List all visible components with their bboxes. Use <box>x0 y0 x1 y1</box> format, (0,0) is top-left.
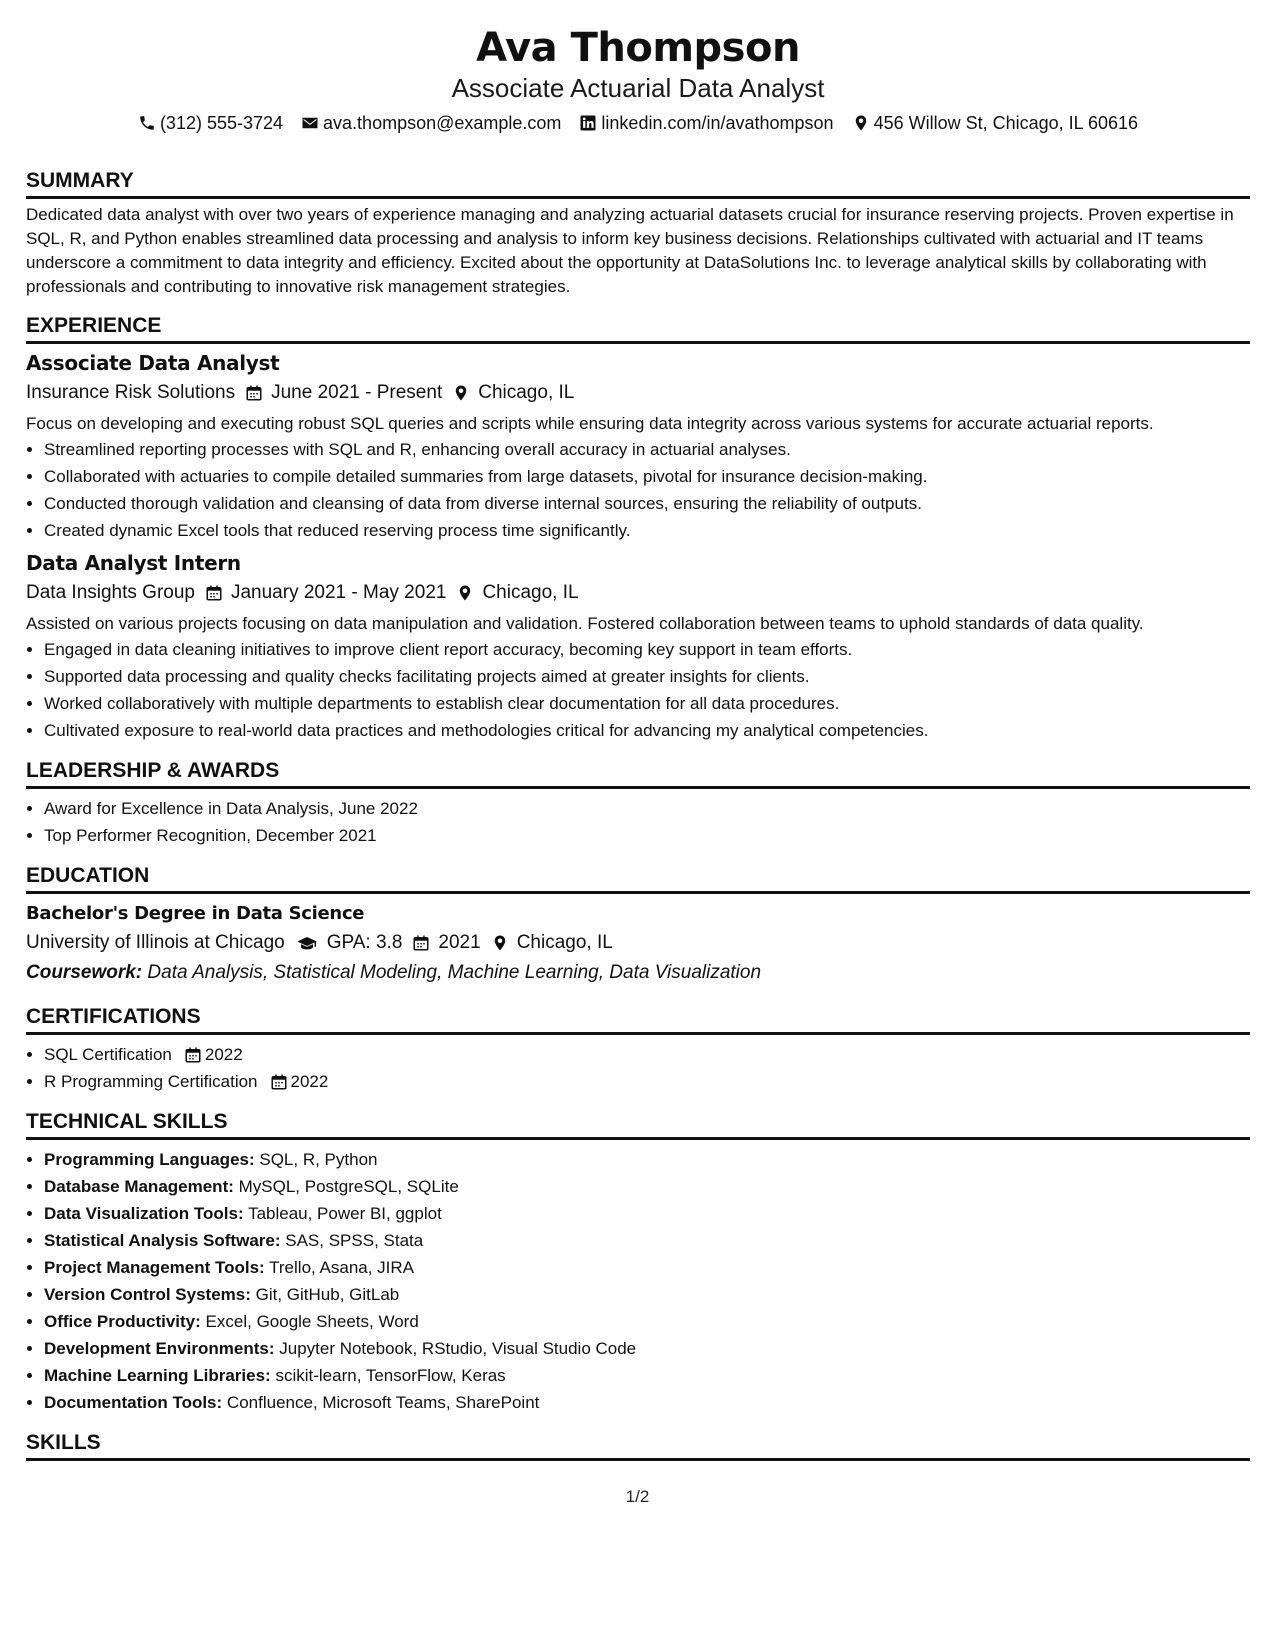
calendar-icon <box>245 384 263 402</box>
skill-label: Database Management: <box>44 1177 234 1196</box>
skill-label: Data Visualization Tools: <box>44 1204 244 1223</box>
coursework <box>26 960 1250 986</box>
skill-value: Trello, Asana, JIRA <box>269 1258 415 1277</box>
list-item: • Created dynamic Excel tools that reduced reserving process time significantly. <box>44 517 1250 544</box>
list-item <box>44 1389 1250 1416</box>
certification-date <box>270 1068 329 1095</box>
phone-icon <box>138 114 156 132</box>
job-entry <box>26 550 1250 744</box>
skills-heading: SKILLS <box>26 1430 1250 1461</box>
certification-year: 2022 <box>290 1072 329 1091</box>
list-item <box>44 1041 1250 1068</box>
education-year <box>412 930 480 956</box>
skill-label: Project Management Tools: <box>44 1258 265 1277</box>
list-item: • Engaged in data cleaning initiatives to improve client report accuracy, becoming key support in team efforts. <box>44 636 1250 663</box>
summary-text: Dedicated data analyst with over two years of experience managing and analyzing actuarial datasets crucial for insurance reserving projects. Proven expertise in SQL, R, and Python enables streamlined data processing and analysis to inform key business decisions. Relationships cultivated with actuarial and IT teams underscore a commitment to data integrity and efficiency. Excited about the opportunity at DataSolutions Inc. to leverage analytical skills by collaborating with professionals and contributing to innovative risk management strategies. <box>26 205 1234 296</box>
skill-value: Tableau, Power BI, ggplot <box>248 1204 442 1223</box>
certification-entry <box>44 1068 328 1095</box>
list-item <box>44 1068 1250 1095</box>
email-text: ava.thompson@example.com <box>323 113 562 133</box>
map-pin-icon <box>852 114 870 132</box>
calendar-icon <box>184 1046 202 1064</box>
job-location <box>452 380 574 406</box>
contact-bar <box>26 112 1250 134</box>
resume-header <box>26 24 1250 134</box>
education-heading: EDUCATION <box>26 863 1250 894</box>
list-item <box>44 1362 1250 1389</box>
graduation-cap-icon <box>295 934 319 952</box>
job-dates-text: January 2021 - May 2021 <box>230 582 447 603</box>
job-title: Associate Data Analyst <box>26 351 280 375</box>
resume-page <box>26 0 1250 1461</box>
list-item <box>44 1335 1250 1362</box>
skill-value: MySQL, PostgreSQL, SQLite <box>238 1177 459 1196</box>
contact-linkedin[interactable] <box>579 112 833 134</box>
map-pin-icon <box>456 584 474 602</box>
job-company: Data Insights Group <box>26 582 195 603</box>
list-item: • Collaborated with actuaries to compile detailed summaries from large datasets, pivotal for insurance decision-making. <box>44 463 1250 490</box>
job-meta <box>26 380 1250 406</box>
list-item: • Worked collaboratively with multiple departments to establish clear documentation for all data procedures. <box>44 690 1250 717</box>
job-location-text: Chicago, IL <box>478 382 575 403</box>
candidate-title: Associate Actuarial Data Analyst <box>451 73 825 103</box>
linkedin-icon <box>579 114 597 132</box>
list-item <box>44 1173 1250 1200</box>
job-title: Data Analyst Intern <box>26 551 241 575</box>
list-item: • Conducted thorough validation and cleansing of data from diverse internal sources, ensuring the reliability of outputs. <box>44 490 1250 517</box>
technical-skills-list <box>26 1146 1250 1416</box>
skill-label: Machine Learning Libraries: <box>44 1366 271 1385</box>
job-dates <box>205 580 446 606</box>
contact-phone[interactable] <box>138 112 283 134</box>
job-location-text: Chicago, IL <box>482 582 579 603</box>
list-item: • Cultivated exposure to real-world data practices and methodologies critical for advancing my analytical competencies. <box>44 717 1250 744</box>
job-bullets <box>26 436 1250 544</box>
contact-address <box>852 112 1138 134</box>
certification-year: 2022 <box>204 1045 243 1064</box>
calendar-icon <box>270 1073 288 1091</box>
education-degree: Bachelor's Degree in Data Science <box>26 903 365 924</box>
phone-text: (312) 555-3724 <box>159 113 284 133</box>
skill-value: Confluence, Microsoft Teams, SharePoint <box>226 1393 540 1412</box>
education-gpa-text: GPA: 3.8 <box>326 932 403 953</box>
skill-label: Documentation Tools: <box>44 1393 223 1412</box>
education-school: University of Illinois at Chicago <box>26 932 285 953</box>
skill-label: Version Control Systems: <box>44 1285 251 1304</box>
list-item: • Supported data processing and quality checks facilitating projects aimed at greater insights for clients. <box>44 663 1250 690</box>
list-item <box>44 1281 1250 1308</box>
candidate-name: Ava Thompson <box>476 25 800 71</box>
job-entry <box>26 350 1250 544</box>
list-item <box>44 1254 1250 1281</box>
job-bullets <box>26 636 1250 744</box>
certifications-heading: CERTIFICATIONS <box>26 1004 1250 1035</box>
job-description: Focus on developing and executing robust SQL queries and scripts while ensuring data integrity across various systems for accurate actuarial reports. <box>26 414 1154 433</box>
skill-value: SAS, SPSS, Stata <box>285 1231 424 1250</box>
address-text: 456 Willow St, Chicago, IL 60616 <box>873 113 1139 133</box>
skill-value: Jupyter Notebook, RStudio, Visual Studio Code <box>279 1339 637 1358</box>
skill-value: scikit-learn, TensorFlow, Keras <box>275 1366 506 1385</box>
list-item <box>44 1146 1250 1173</box>
coursework-text: Data Analysis, Statistical Modeling, Machine Learning, Data Visualization <box>147 962 762 983</box>
page-number: 1/2 <box>625 1487 650 1506</box>
certification-name: • SQL Certification <box>44 1045 172 1064</box>
education-location <box>491 930 613 956</box>
contact-email[interactable] <box>301 112 561 134</box>
skill-value: SQL, R, Python <box>259 1150 378 1169</box>
skill-label: Programming Languages: <box>44 1150 255 1169</box>
map-pin-icon <box>452 384 470 402</box>
certification-entry <box>44 1041 243 1068</box>
certifications-list <box>26 1041 1250 1095</box>
summary-heading: SUMMARY <box>26 168 1250 199</box>
leadership-heading: LEADERSHIP & AWARDS <box>26 758 1250 789</box>
job-location <box>456 580 578 606</box>
envelope-icon <box>301 114 319 132</box>
skill-value: Excel, Google Sheets, Word <box>205 1312 419 1331</box>
experience-heading: EXPERIENCE <box>26 313 1250 344</box>
education-location-text: Chicago, IL <box>516 932 613 953</box>
job-meta <box>26 580 1250 606</box>
skill-label: Statistical Analysis Software: <box>44 1231 281 1250</box>
calendar-icon <box>412 934 430 952</box>
awards-list <box>26 795 1250 849</box>
list-item: • Top Performer Recognition, December 2021 <box>44 822 1250 849</box>
list-item: • Streamlined reporting processes with SQL and R, enhancing overall accuracy in actuarial analyses. <box>44 436 1250 463</box>
linkedin-text: linkedin.com/in/avathompson <box>601 113 834 133</box>
job-dates-text: June 2021 - Present <box>271 382 443 403</box>
education-gpa <box>295 930 403 956</box>
technical-skills-heading: TECHNICAL SKILLS <box>26 1109 1250 1140</box>
calendar-icon <box>205 584 223 602</box>
education-year-text: 2021 <box>438 932 481 953</box>
education-meta <box>26 930 1250 956</box>
skill-label: Office Productivity: <box>44 1312 201 1331</box>
map-pin-icon <box>491 934 509 952</box>
certification-date <box>184 1041 243 1068</box>
list-item <box>44 1200 1250 1227</box>
skill-label: Development Environments: <box>44 1339 275 1358</box>
skill-value: Git, GitHub, GitLab <box>255 1285 400 1304</box>
job-dates <box>245 380 442 406</box>
list-item: • Award for Excellence in Data Analysis, June 2022 <box>44 795 1250 822</box>
coursework-label: Coursework: <box>26 962 143 983</box>
job-description: Assisted on various projects focusing on data manipulation and validation. Fostered collaboration between teams to uphold standards of data quality. <box>26 614 1144 633</box>
job-company: Insurance Risk Solutions <box>26 382 236 403</box>
list-item <box>44 1227 1250 1254</box>
certification-name: • R Programming Certification <box>44 1072 258 1091</box>
list-item <box>44 1308 1250 1335</box>
